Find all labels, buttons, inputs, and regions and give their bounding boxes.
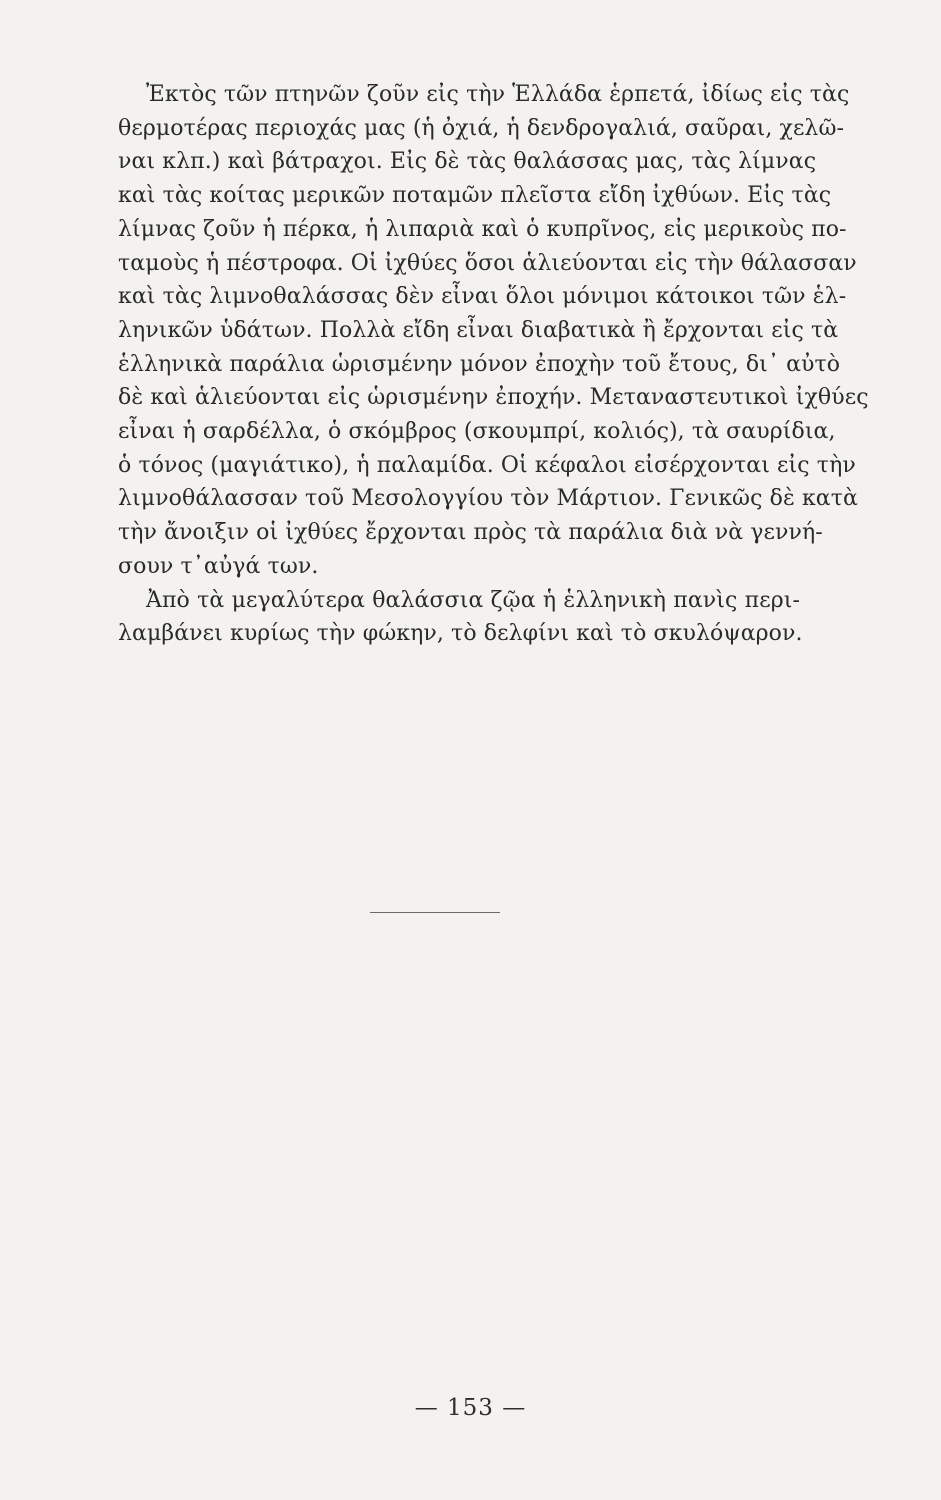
text-line: Ἐκτὸς τῶν πτηνῶν ζοῦν εἰς τὴν Ἑλλάδα ἑρπετά, ἰδίως εἰς τὰς — [146, 82, 850, 107]
text-line: ἑλληνικὰ παράλια ὡρισμένην μόνον ἐποχὴν τοῦ ἔτους, δι᾿ αὐτὸ — [118, 351, 841, 377]
text-line: ταμοὺς ἡ πέστροφα. Οἱ ἰχθύες ὅσοι ἁλιεύονται εἰς τὴν θάλασσαν — [118, 250, 857, 276]
text-line: καὶ τὰς κοίτας μερικῶν ποταμῶν πλεῖστα εἴδη ἰχθύων. Εἰς τὰς — [118, 183, 832, 209]
text-line: ὁ τόνος (μαγιάτικο), ἡ παλαμίδα. Οἱ κέφαλοι εἰσέρχονται εἰς τὴν — [118, 452, 856, 478]
text-line: καὶ τὰς λιμνοθαλάσσας δὲν εἶναι ὅλοι μόνιμοι κάτοικοι τῶν ἑλ- — [118, 284, 847, 310]
show-through-text — [120, 690, 800, 1110]
text-line: δὲ καὶ ἁλιεύονται εἰς ὡρισμένην ἐποχήν. Μεταναστευτικοὶ ἰχθύες — [118, 385, 869, 411]
body-text — [118, 78, 869, 651]
page-number: — 153 — — [414, 1395, 527, 1421]
text-line: τὴν ἄνοιξιν οἱ ἰχθύες ἔρχονται πρὸς τὰ παράλια διὰ νὰ γεννή- — [118, 520, 823, 546]
text-line: λίμνας ζοῦν ἡ πέρκα, ἡ λιπαριὰ καὶ ὁ κυπρῖνος, εἰς μερικοὺς πο- — [118, 216, 847, 242]
text-line: σουν τ᾿αὐγά των. — [118, 553, 319, 579]
paragraph-2 — [118, 584, 803, 651]
text-line: ληνικῶν ὑδάτων. Πολλὰ εἴδη εἶναι διαβατικὰ ἢ ἔρχονται εἰς τὰ — [118, 317, 839, 343]
text-line: λαμβάνει κυρίως τὴν φώκην, τὸ δελφίνι καὶ τὸ σκυλόψαρον. — [118, 621, 803, 647]
text-line: λιμνοθάλασσαν τοῦ Μεσολογγίου τὸν Μάρτιον. Γενικῶς δὲ κατὰ — [118, 486, 858, 512]
text-line: ναι κλπ.) καὶ βάτραχοι. Εἰς δὲ τὰς θαλάσσας μας, τὰς λίμνας — [118, 149, 817, 175]
footnote-separator — [370, 912, 500, 913]
text-line: θερμοτέρας περιοχάς μας (ἡ ὀχιά, ἡ δενδρογαλιά, σαῦραι, χελῶ- — [118, 115, 845, 141]
paragraph-1 — [118, 78, 869, 584]
text-line: Ἀπὸ τὰ μεγαλύτερα θαλάσσια ζῷα ἡ ἑλληνικὴ πανὶς περι- — [146, 587, 800, 613]
text-line: εἶναι ἡ σαρδέλλα, ὁ σκόμβρος (σκουμπρί, κολιός), τὰ σαυρίδια, — [118, 419, 836, 445]
